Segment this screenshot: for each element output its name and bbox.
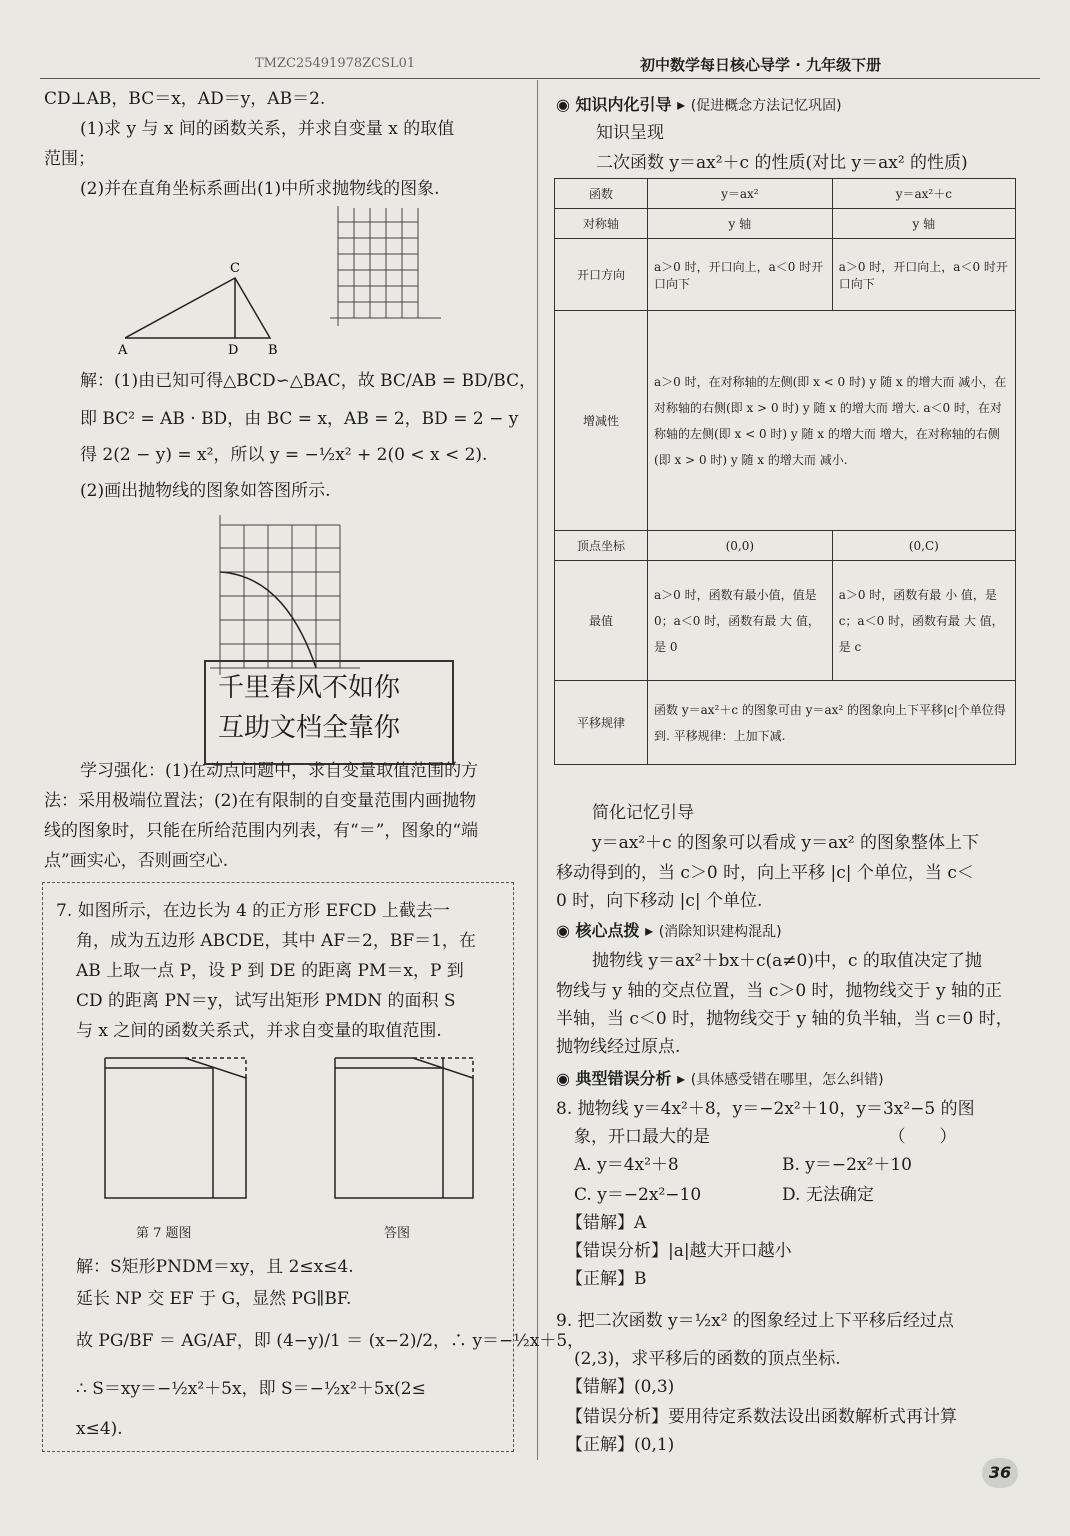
core-line: 物线与 y 轴的交点位置，当 c＞0 时，抛物线交于 y 轴的正 [556,981,1002,1001]
empty-grid [316,198,446,338]
answer-caption: 答图 [384,1226,411,1241]
q9-line: 9. 把二次函数 y＝½x² 的图象经过上下平移后经过点 [556,1311,954,1331]
section-knowledge: ◉ 知识内化引导 ▸ (促进概念方法记忆巩固) [556,95,842,114]
solution-line: 得 2(2 − y) = x²，所以 y = −½x² + 2(0 < x < 2). [80,445,488,465]
q9-wrong: 【错解】(0,3) [566,1377,675,1397]
q7-figures [88,1040,488,1220]
section-core: ◉ 核心点拨 ▸ (消除知识建构混乱) [556,921,782,940]
q7-line: AB 上取一点 P，设 P 到 DE 的距离 PM＝x，P 到 [76,961,464,981]
tip-line: 点”画实心，否则画空心. [44,851,229,871]
solution-line: (2)画出抛物线的图象如答图所示. [80,481,331,501]
q7-line: 7. 如图所示，在边长为 4 的正方形 EFCD 上截去一 [56,901,450,921]
table-intro: 二次函数 y＝ax²＋c 的性质(对比 y＝ax² 的性质) [596,153,968,173]
label-c: C [230,261,240,276]
a7-line: 解：S矩形PNDM＝xy，且 2≤x≤4. [76,1257,354,1277]
core-line: 抛物线 y＝ax²＋bx＋c(a≠0)中，c 的取值决定了抛 [592,951,982,971]
subheading: 知识呈现 [596,123,664,143]
q7-line: CD 的距离 PN＝y，试写出矩形 PMDN 的面积 S [76,991,456,1011]
memo-line: 移动得到的，当 c＞0 时，向上平移 |c| 个单位，当 c＜ [556,863,974,883]
q8-option: A. y＝4x²＋8 [574,1155,679,1175]
q9-correct: 【正解】(0,1) [566,1435,675,1455]
q8-correct: 【正解】B [566,1269,647,1289]
a7-line: x≤4). [76,1419,123,1439]
q9-analysis: 【错误分析】要用待定系数法设出函数解析式再计算 [566,1407,957,1427]
q8-option: C. y＝−2x²−10 [574,1185,702,1205]
core-line: 抛物线经过原点. [556,1037,681,1057]
a7-line: 故 PG/BF ＝ AG/AF，即 (4−y)/1 ＝ (x−2)/2，∴ y＝−½x＋5， [76,1331,585,1351]
book-title: 初中数学每日核心导学 · 九年级下册 [640,56,882,74]
fig-caption: 第 7 题图 [136,1226,192,1241]
q8-wrong: 【错解】A [566,1213,647,1233]
text-line: (1)求 y 与 x 间的函数关系，并求自变量 x 的取值 [80,119,455,139]
tip-line: 法：采用极端位置法；(2)在有限制的自变量范围内画抛物 [44,791,477,811]
properties-table: 函数 y＝ax² y＝ax²＋c 对称轴 y 轴 y 轴 开口方向 a＞0 时，开口向上，a＜0 时开口向下 a＞0 时，开口向上，a＜0 时开口向下 增减性 a＞0 时，在对称轴的左侧(即 x < 0 时) y 随 x 的增大而 减小，在对称轴的右侧(即 x > 0 时) y 随 x 的增大而 增大. a＜0 时，在对称轴的左侧(即 x < 0 时) y 随 x 的增大而 增大，在对称轴的右侧(即 x > 0 时) y 随 x 的增大而 减小. 顶点坐标 (0,0) (0,C) 最值 a＞0 时，函数有最小值，值是 0；a＜0 时，函数有最 大 值，是 0 a＞0 时，函数有最 小 值，是 c；a＜0 时，函数有最 大 值，是 c 平移规律 函数 y＝ax²＋c 的图象可由 y＝ax² 的图象向上下平移|c|个单位得到. 平移规律：上加下减. [554,178,1016,765]
tip-line: 学习强化：(1)在动点问题中，求自变量取值范围的方 [80,761,479,781]
q7-line: 角，成为五边形 ABCDE，其中 AF＝2，BF＝1，在 [76,931,476,951]
text-line: 范围； [44,149,95,169]
core-line: 半轴，当 c＜0 时，抛物线交于 y 轴的负半轴，当 c＝0 时， [556,1009,1013,1029]
q8-line: 象，开口最大的是 （ ） [574,1127,957,1147]
q8-option: D. 无法确定 [782,1185,874,1205]
doc-code: TMZC25491978ZCSL01 [255,56,416,71]
memo-line: 0 时，向下移动 |c| 个单位. [556,891,763,911]
label-b: B [268,343,278,358]
q8-option: B. y＝−2x²＋10 [782,1155,912,1175]
q8-analysis: 【错误分析】|a|越大开口越小 [566,1241,792,1261]
watermark-stamp: 千里春风不如你 互助文档全靠你 [204,660,454,765]
solution-line: 即 BC² = AB · BD，由 BC = x，AB = 2，BD = 2 − y [80,409,519,429]
text-line: (2)并在直角坐标系画出(1)中所求抛物线的图象. [80,179,440,199]
page-number: 36 [982,1458,1018,1488]
column-divider [537,80,538,1460]
text-line: CD⊥AB，BC＝x，AD＝y，AB＝2. [44,89,326,109]
label-a: A [118,343,128,358]
q8-line: 8. 抛物线 y＝4x²＋8，y＝−2x²＋10，y＝3x²−5 的图 [556,1099,975,1119]
triangle-figure [110,258,290,358]
solution-line: 解：(1)由已知可得△BCD∽△BAC，故 BC/AB = BD/BC， [80,371,537,391]
a7-line: ∴ S＝xy＝−½x²＋5x，即 S＝−½x²＋5x(2≤ [76,1379,426,1399]
q9-line: (2,3)，求平移后的函数的顶点坐标. [574,1349,841,1369]
a7-line: 延长 NP 交 EF 于 G，显然 PG∥BF. [76,1289,352,1309]
section-errors: ◉ 典型错误分析 ▸ (具体感受错在哪里，怎么纠错) [556,1069,884,1088]
q7-line: 与 x 之间的函数关系式，并求自变量的取值范围. [76,1021,442,1041]
header-rule [40,78,1040,79]
label-d: D [228,343,239,358]
tip-line: 线的图象时，只能在所给范围内列表，有“＝”，图象的“端 [44,821,479,841]
parabola-graph [195,510,365,685]
subheading: 简化记忆引导 [592,803,694,823]
memo-line: y＝ax²＋c 的图象可以看成 y＝ax² 的图象整体上下 [592,833,980,853]
